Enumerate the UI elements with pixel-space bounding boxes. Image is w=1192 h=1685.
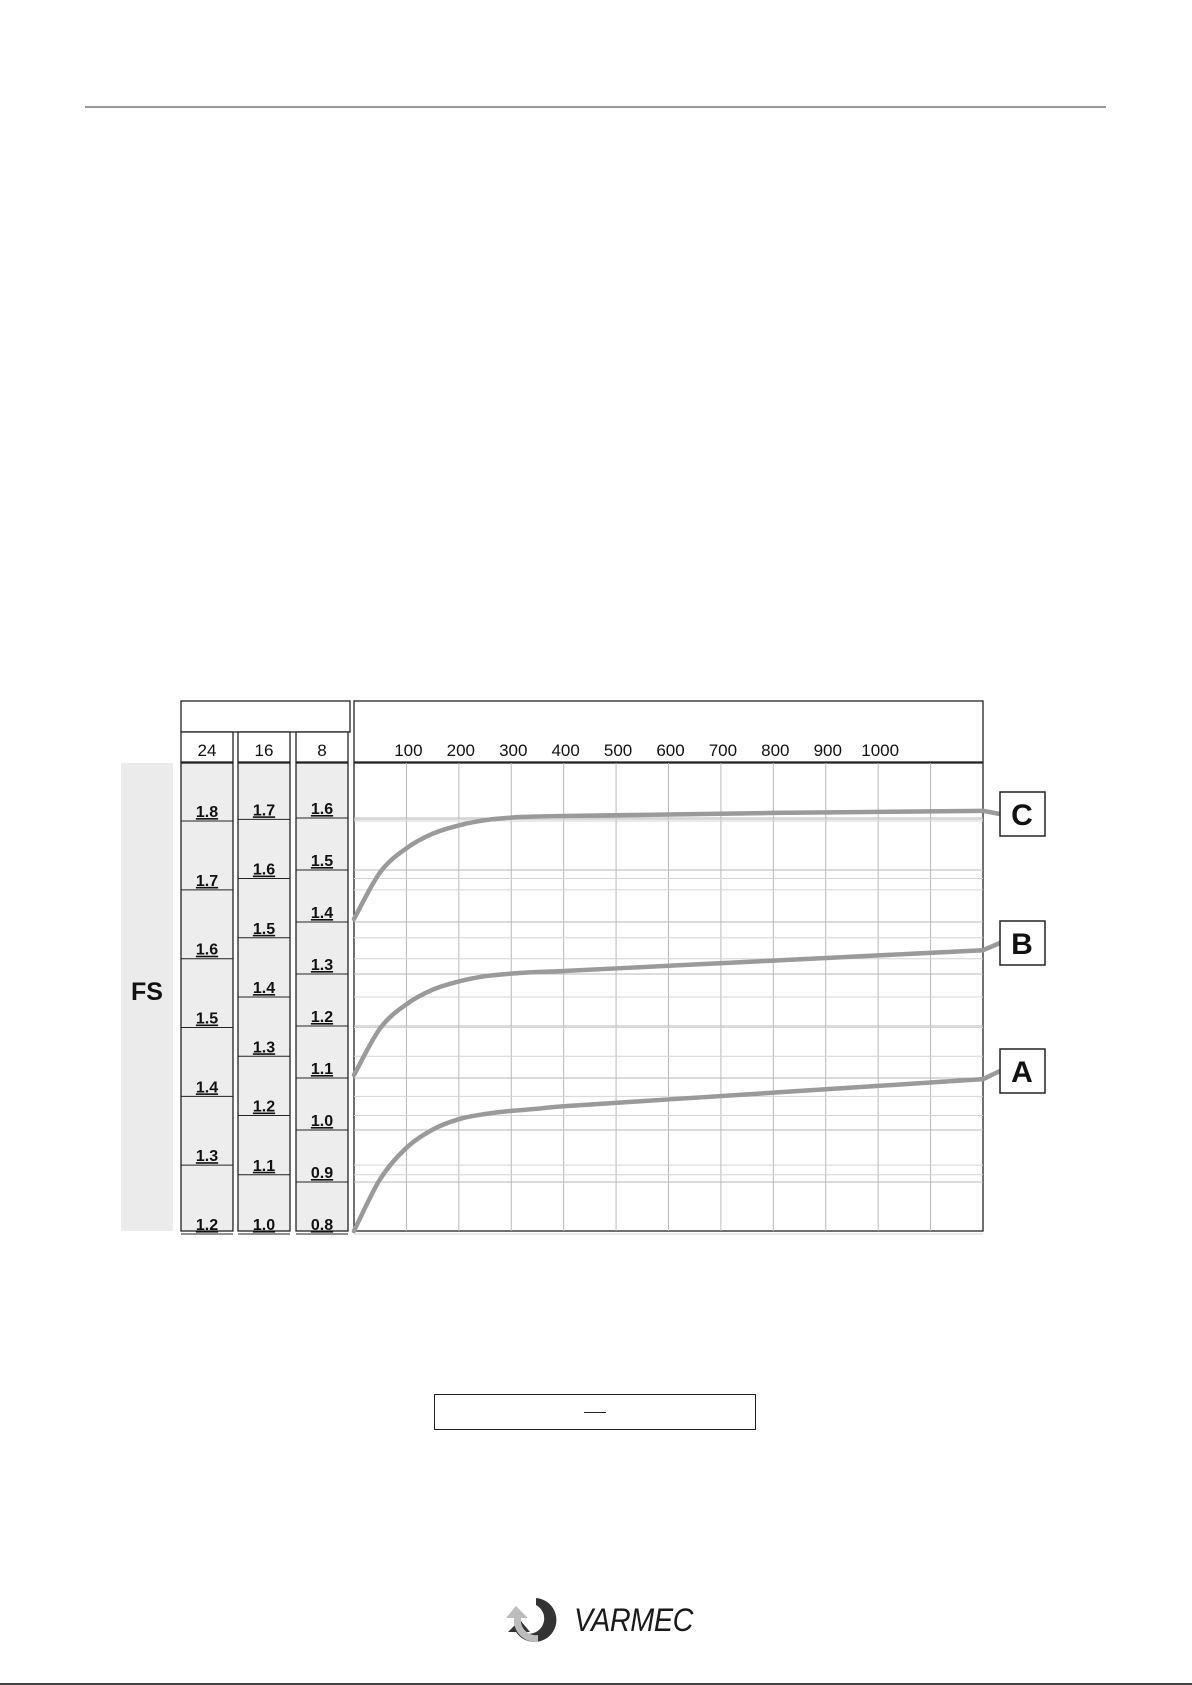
hours-tick-label: 1.6 [252,861,276,879]
hours-tick-label: 1.0 [252,1217,276,1234]
hours-tick-label: 1.6 [310,801,334,818]
logo-text: VARMEC [574,1602,693,1638]
varmec-logo [506,1592,696,1648]
hours-tick-label: 1.0 [310,1113,334,1130]
x-tick-label: 400 [551,741,580,760]
hours-tick-label: 1.4 [310,905,334,922]
hours-tick-label: 1.3 [252,1039,276,1057]
series-leader-b [983,943,1000,950]
hours-header-box [181,701,350,732]
hours-column-label: 8 [317,741,327,760]
x-tick-label: 700 [708,741,738,760]
hours-tick-label: 1.3 [310,957,334,974]
hours-tick-label: 1.5 [310,853,334,870]
fraction-line [584,1412,606,1413]
hours-tick-label: 1.2 [252,1098,276,1116]
x-tick-label: 900 [813,741,842,760]
x-tick-label: 200 [446,741,476,760]
hours-tick-label: 0.9 [310,1165,334,1182]
x-tick-label: 600 [656,741,685,760]
series-label-a: A [1011,1056,1033,1089]
x-tick-label: 100 [394,741,423,760]
series-label-b: B [1011,928,1033,961]
hours-tick-label: 1.7 [195,872,219,890]
hours-tick-label: 1.5 [252,920,276,938]
hours-scale-column [296,763,348,1231]
y-axis-label: FS [131,978,163,1006]
varmec-logo-icon [506,1592,568,1648]
hours-tick-label: 1.3 [195,1148,219,1166]
x-tick-label: 300 [499,741,528,760]
hours-column-label: 24 [197,741,217,760]
series-label-c: C [1011,799,1033,832]
x-tick-label: 800 [761,741,790,760]
hours-tick-label: 1.6 [195,941,219,959]
hours-tick-label: 1.5 [195,1010,219,1028]
hours-tick-label: 1.1 [252,1157,276,1175]
hours-tick-label: 1.4 [195,1079,219,1097]
hours-tick-label: 1.4 [252,980,276,998]
hours-tick-label: 1.1 [310,1061,334,1078]
hours-tick-label: 1.2 [310,1009,334,1026]
hours-tick-label: 0.8 [310,1217,334,1234]
hours-tick-label: 1.8 [195,804,219,822]
x-tick-label: 1000 [861,741,900,760]
hours-tick-label: 1.7 [252,802,276,820]
hours-column-label: 16 [254,741,274,760]
series-leader-c [983,811,1000,814]
hours-tick-label: 1.2 [195,1217,219,1234]
formula-box [434,1394,756,1430]
series-leader-a [983,1071,1000,1079]
x-tick-label: 500 [603,741,633,760]
